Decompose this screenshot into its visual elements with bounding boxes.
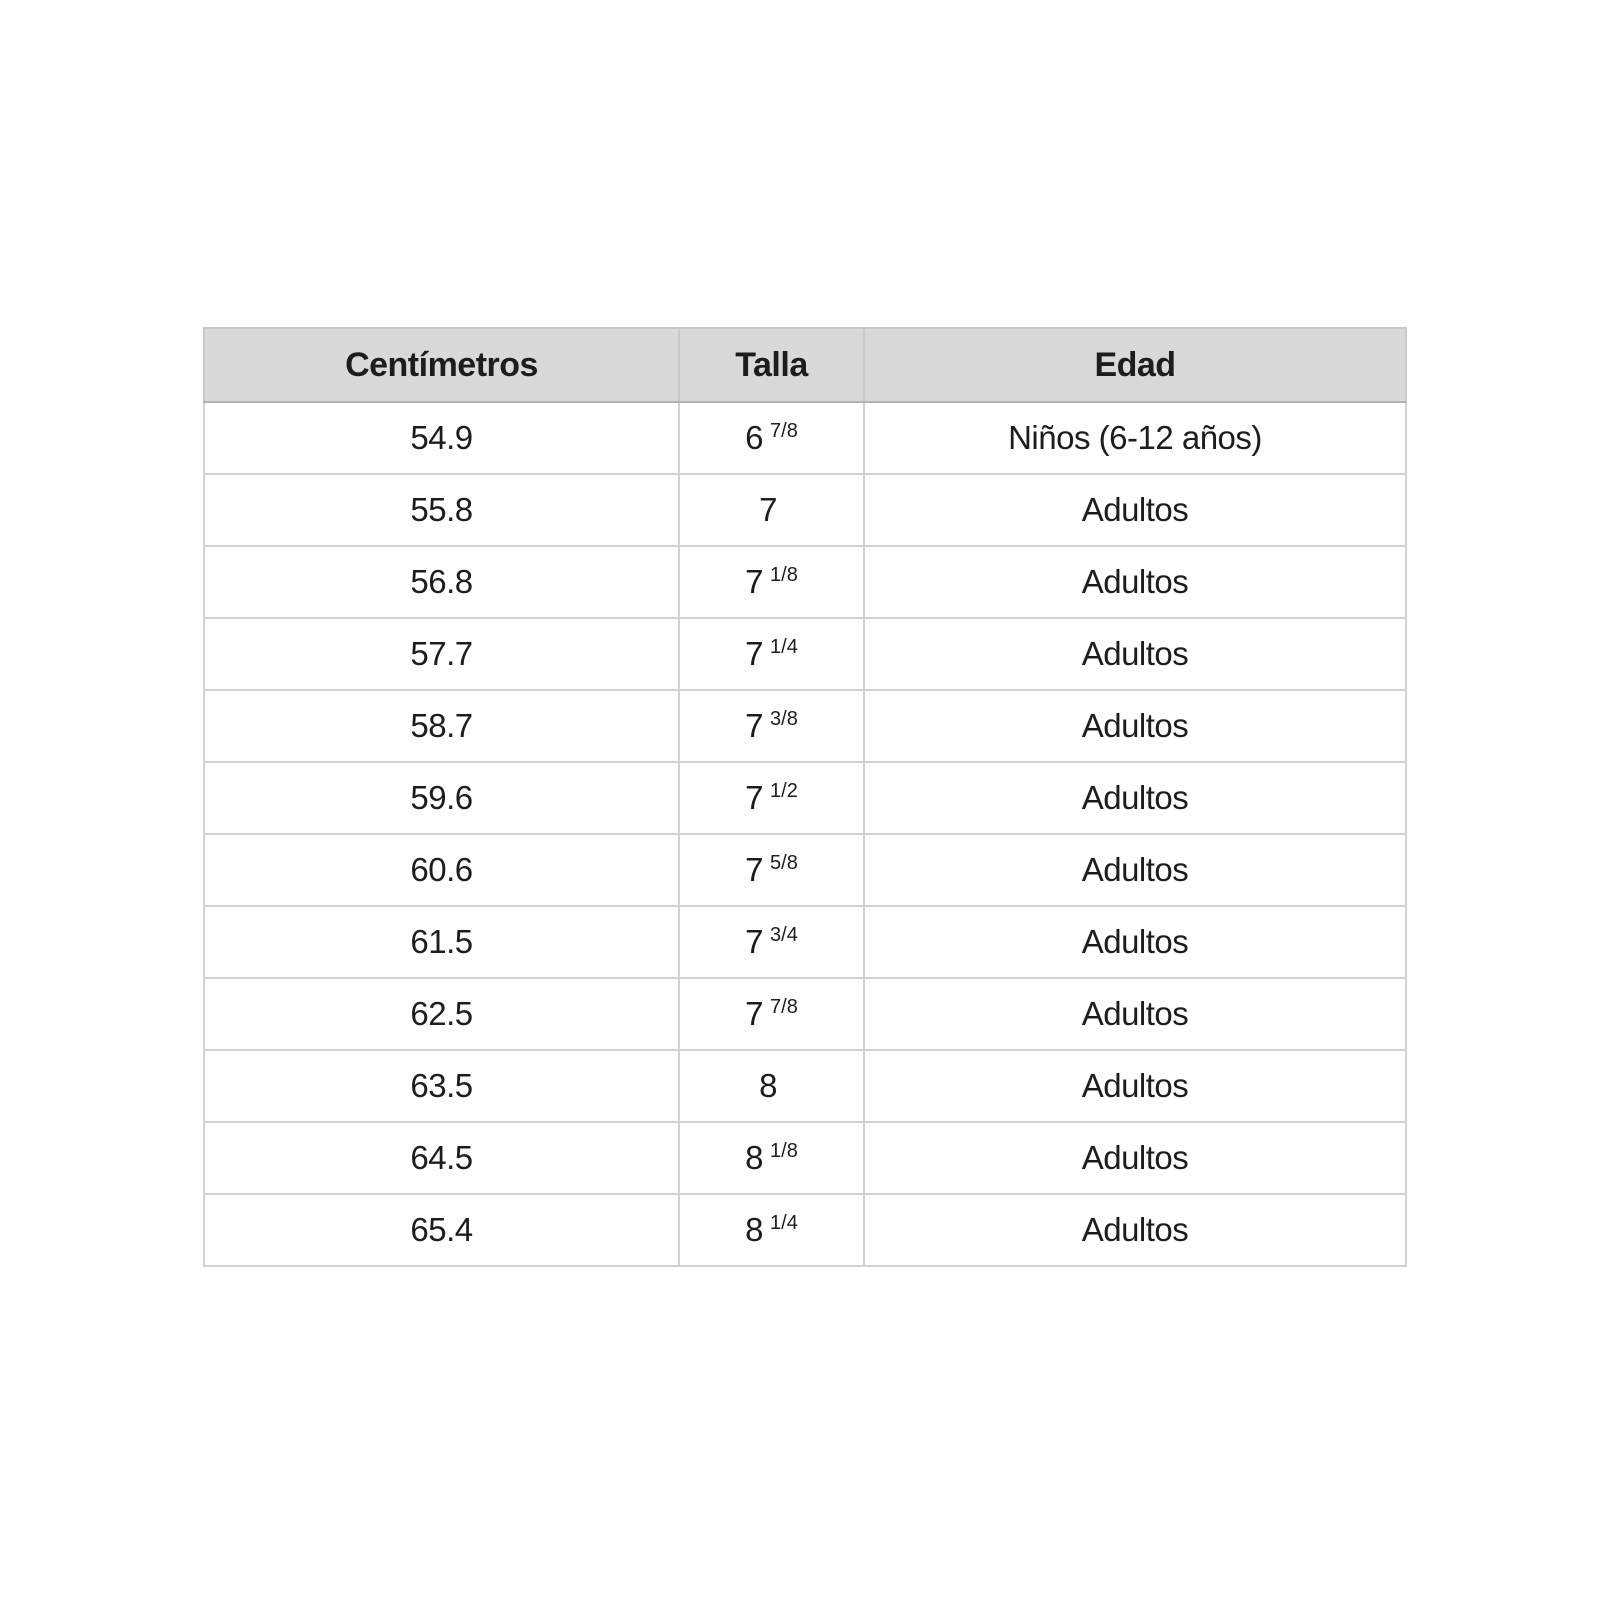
cm-cell: 55.8 — [204, 474, 679, 546]
edad-cell: Adultos — [864, 906, 1406, 978]
header-cell-centimetros: Centímetros — [204, 328, 679, 402]
header-row — [204, 328, 1406, 402]
table-row — [204, 1194, 1406, 1266]
table-row — [204, 618, 1406, 690]
talla-cell — [679, 618, 864, 690]
talla-fraction: 1/4 — [770, 1212, 798, 1234]
talla-base: 8 — [745, 1211, 764, 1248]
cm-cell: 60.6 — [204, 834, 679, 906]
edad-cell: Adultos — [864, 1122, 1406, 1194]
talla-fraction: 3/8 — [770, 708, 798, 730]
cm-cell: 62.5 — [204, 978, 679, 1050]
talla-cell — [679, 834, 864, 906]
talla-fraction: 1/4 — [770, 636, 798, 658]
talla-base: 8 — [759, 1067, 777, 1104]
talla-base: 7 — [745, 851, 764, 888]
edad-cell: Adultos — [864, 978, 1406, 1050]
talla-fraction: 5/8 — [770, 852, 798, 874]
talla-base: 7 — [759, 491, 777, 528]
table-row — [204, 402, 1406, 474]
talla-fraction: 3/4 — [770, 924, 798, 946]
cm-cell: 63.5 — [204, 1050, 679, 1122]
table-row — [204, 762, 1406, 834]
talla-base: 7 — [745, 995, 764, 1032]
edad-cell: Niños (6-12 años) — [864, 402, 1406, 474]
talla-base: 7 — [745, 707, 764, 744]
talla-base: 7 — [745, 635, 764, 672]
size-chart — [203, 327, 1405, 1267]
size-table — [203, 327, 1407, 1267]
talla-cell — [679, 762, 864, 834]
cm-cell: 54.9 — [204, 402, 679, 474]
table-row — [204, 978, 1406, 1050]
cm-cell: 59.6 — [204, 762, 679, 834]
edad-cell: Adultos — [864, 474, 1406, 546]
talla-base: 7 — [745, 779, 764, 816]
cm-cell: 61.5 — [204, 906, 679, 978]
table-row — [204, 1050, 1406, 1122]
table-row — [204, 474, 1406, 546]
talla-base: 6 — [745, 419, 764, 456]
talla-fraction: 7/8 — [770, 420, 798, 442]
talla-cell — [679, 402, 864, 474]
edad-cell: Adultos — [864, 1194, 1406, 1266]
talla-fraction: 7/8 — [770, 996, 798, 1018]
cm-cell: 56.8 — [204, 546, 679, 618]
talla-fraction: 1/8 — [770, 1140, 798, 1162]
talla-cell — [679, 1122, 864, 1194]
talla-cell — [679, 906, 864, 978]
edad-cell: Adultos — [864, 762, 1406, 834]
table-row — [204, 546, 1406, 618]
talla-cell — [679, 690, 864, 762]
talla-base: 8 — [745, 1139, 764, 1176]
talla-fraction: 1/8 — [770, 564, 798, 586]
header-cell-talla: Talla — [679, 328, 864, 402]
cm-cell: 57.7 — [204, 618, 679, 690]
table-row — [204, 1122, 1406, 1194]
table-row — [204, 906, 1406, 978]
talla-cell — [679, 1194, 864, 1266]
table-row — [204, 834, 1406, 906]
edad-cell: Adultos — [864, 690, 1406, 762]
talla-cell — [679, 978, 864, 1050]
cm-cell: 64.5 — [204, 1122, 679, 1194]
talla-cell — [679, 474, 864, 546]
talla-base: 7 — [745, 923, 764, 960]
cm-cell: 58.7 — [204, 690, 679, 762]
edad-cell: Adultos — [864, 1050, 1406, 1122]
talla-fraction: 1/2 — [770, 780, 798, 802]
table-row — [204, 690, 1406, 762]
cm-cell: 65.4 — [204, 1194, 679, 1266]
edad-cell: Adultos — [864, 834, 1406, 906]
talla-base: 7 — [745, 563, 764, 600]
talla-cell — [679, 1050, 864, 1122]
edad-cell: Adultos — [864, 618, 1406, 690]
talla-cell — [679, 546, 864, 618]
header-cell-edad: Edad — [864, 328, 1406, 402]
edad-cell: Adultos — [864, 546, 1406, 618]
